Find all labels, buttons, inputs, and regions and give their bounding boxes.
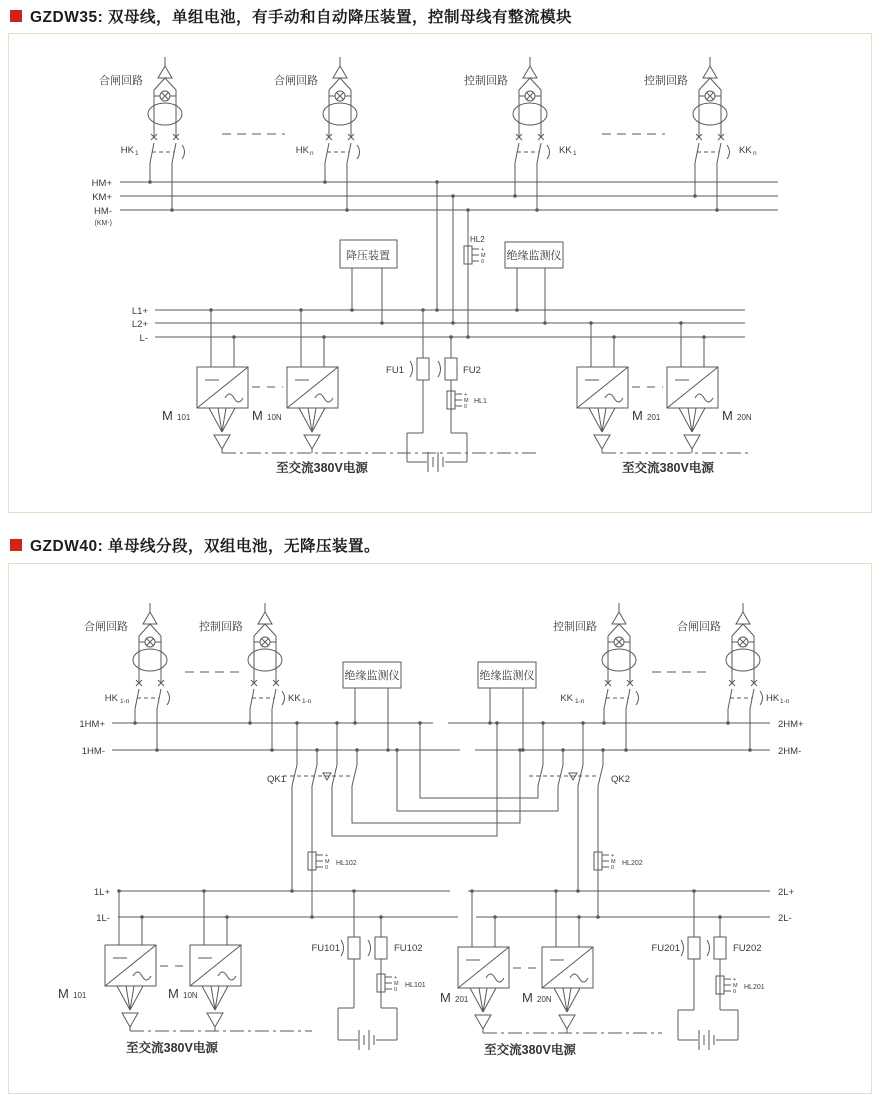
battery-branch-1 [311, 891, 425, 1050]
switch-label: KK [560, 693, 573, 704]
hl-terminal: M [325, 859, 330, 865]
fuse-label-fu102: FU102 [394, 943, 423, 954]
bus-label-2hm-minus: 2HM- [778, 746, 802, 757]
switch-label: KK [288, 693, 301, 704]
module-label: M [722, 408, 733, 423]
hl-terminal: + [464, 392, 468, 398]
fuse-label-fu2: FU2 [463, 365, 481, 376]
hl102-label: HL102 [336, 860, 357, 867]
stepdown-label: 降压装置 [346, 250, 390, 262]
rectifier-module-m201 [577, 323, 661, 453]
hl-terminal: M [481, 253, 486, 259]
section-header-gzdw40 [10, 534, 380, 556]
section-buses [79, 719, 804, 757]
bus-label-2hm-plus: 2HM+ [778, 719, 804, 730]
section-title: GZDW40: 单母线分段，双组电池，无降压装置。 [30, 538, 381, 555]
hl-terminal: 0 [464, 404, 468, 410]
hl201-label: HL201 [744, 984, 765, 991]
rectifier-module-m20n [522, 891, 593, 1033]
module-label: M [632, 408, 643, 423]
charging-buses [94, 887, 795, 924]
circuit-label: 合闸回路 [677, 621, 721, 633]
switch-sub: 1 [573, 150, 577, 157]
diagram-panel-gzdw35 [8, 33, 872, 513]
hl-terminal: M [464, 398, 469, 404]
switch-label: HK [104, 693, 118, 704]
module-label: M [162, 408, 173, 423]
switch-sub: 1-n [575, 698, 585, 705]
circuit-label: 控制回路 [464, 75, 508, 87]
switch-label: HK [120, 145, 134, 156]
bus-label-1hm-minus: 1HM- [81, 746, 105, 757]
module-label: M [440, 990, 451, 1005]
insulation-monitor-left [343, 662, 401, 750]
bus-label-2l-minus: 2L- [778, 913, 792, 924]
hl-terminal: M [394, 981, 399, 987]
circuit-label: 控制回路 [199, 621, 243, 633]
fuse-label-fu201: FU201 [651, 943, 680, 954]
qk2-label: QK2 [611, 774, 631, 785]
module-label: M [168, 986, 179, 1001]
hl-terminal: M [611, 859, 616, 865]
hl2-indicator [464, 235, 486, 265]
gzdw40-schematic [9, 564, 871, 1092]
insulation-label: 绝缘监测仪 [344, 670, 400, 682]
bus-label-l1-plus: L1+ [131, 306, 148, 317]
ac-source-label: 至交流380V电源 [484, 1043, 576, 1057]
module-label: M [58, 986, 69, 1001]
junction-dots [117, 721, 752, 919]
hl202-indicator [594, 852, 643, 871]
rectifier-module-m101 [162, 310, 248, 453]
module-sub: 101 [73, 991, 87, 1000]
bus-label-1l-minus: 1L- [96, 913, 110, 924]
module-sub: 20N [537, 995, 552, 1004]
feeder-control-1 [464, 57, 577, 210]
bus-label-km-minus-note: (KM-) [94, 220, 112, 227]
hl-terminal: + [394, 975, 398, 981]
qk1-label: QK1 [266, 774, 286, 785]
switch-sub: 1-n [302, 698, 312, 705]
bus-label-hm-minus: HM- [94, 206, 112, 217]
fuse-label-fu202: FU202 [733, 943, 762, 954]
red-square-bullet-icon [10, 10, 22, 22]
rectifier-module-m10n [168, 891, 241, 1031]
insulation-label: 绝缘监测仪 [506, 250, 562, 262]
hl-terminal: + [611, 853, 615, 859]
load-buses [132, 306, 745, 344]
hl-terminal: M [733, 983, 738, 989]
feeder-closing-n [274, 57, 360, 210]
hl-terminal: 0 [325, 865, 329, 871]
rectifier-module-m10n [252, 310, 338, 453]
circuit-label: 控制回路 [644, 75, 688, 87]
insulation-monitor-right [478, 662, 536, 750]
stepdown-device [340, 240, 397, 323]
ac-source-label: 至交流380V电源 [126, 1041, 218, 1055]
insulation-monitor [505, 242, 563, 323]
switch-label: KK [739, 145, 752, 156]
switch-sub: 1-n [120, 698, 130, 705]
fuse-label-fu1: FU1 [386, 365, 404, 376]
module-sub: 20N [737, 413, 752, 422]
hl-terminal: + [733, 977, 737, 983]
hl-terminal: 0 [611, 865, 615, 871]
red-square-bullet-icon [10, 539, 22, 551]
feeder-control-left [199, 603, 312, 750]
bus-label-1l-plus: 1L+ [93, 887, 110, 898]
module-sub: 10N [267, 413, 282, 422]
fuse-label-fu101: FU101 [311, 943, 340, 954]
hl-terminal: 0 [394, 987, 398, 993]
hl-terminal: + [481, 247, 485, 253]
diagram-panel-gzdw40 [8, 563, 872, 1094]
insulation-label: 绝缘监测仪 [479, 670, 535, 682]
hl-terminal: + [325, 853, 329, 859]
bus-label-1hm-plus: 1HM+ [79, 719, 105, 730]
switch-sub: n [753, 150, 757, 157]
gzdw35-schematic [9, 34, 871, 511]
bus-label-l-minus: L- [139, 333, 148, 344]
switch-sub: 1 [135, 150, 139, 157]
bus-label-l2-plus: L2+ [131, 319, 148, 330]
junction-dots [148, 180, 719, 339]
module-sub: 10N [183, 991, 198, 1000]
switch-sub: 1-n [780, 698, 790, 705]
hl2-label: HL2 [470, 235, 485, 244]
rectifier-module-m201 [440, 891, 509, 1033]
bus-label-hm-plus: HM+ [91, 178, 112, 189]
circuit-label: 合闸回路 [84, 621, 128, 633]
tie-switch-qk2 [397, 723, 630, 917]
ac-source-label: 至交流380V电源 [622, 461, 714, 475]
hl1-label: HL1 [474, 398, 487, 405]
hl202-label: HL202 [622, 860, 643, 867]
module-sub: 101 [177, 413, 191, 422]
tie-switch-qk1 [267, 723, 520, 917]
bus-droppers [437, 182, 468, 337]
feeder-control-right [553, 603, 639, 750]
feeder-closing-right [677, 603, 790, 750]
bus-label-2l-plus: 2L+ [778, 887, 795, 898]
circuit-label: 合闸回路 [274, 75, 318, 87]
hl102-indicator [308, 852, 357, 871]
switch-label: KK [559, 145, 572, 156]
rectifier-module-m20n [667, 323, 752, 453]
switch-label: HK [766, 693, 780, 704]
module-sub: 201 [455, 995, 469, 1004]
section-title: GZDW35: 双母线，单组电池，有手动和自动降压装置，控制母线有整流模块 [30, 9, 573, 26]
hl101-label: HL101 [405, 982, 426, 989]
switch-sub: n [310, 150, 314, 157]
bus-label-km-plus: KM+ [92, 192, 112, 203]
circuit-label: 控制回路 [553, 621, 597, 633]
ac-source-label: 至交流380V电源 [276, 461, 368, 475]
switch-label: HK [295, 145, 309, 156]
module-sub: 201 [647, 413, 661, 422]
section-header-gzdw35 [10, 5, 572, 27]
hl-terminal: 0 [481, 259, 485, 265]
rectifier-module-m101 [58, 891, 156, 1031]
module-label: M [252, 408, 263, 423]
control-buses [92, 178, 778, 227]
feeder-control-n [644, 57, 757, 210]
hl-terminal: 0 [733, 989, 737, 995]
battery-branch [386, 310, 487, 472]
module-label: M [522, 990, 533, 1005]
battery-branch-2 [651, 891, 764, 1050]
circuit-label: 合闸回路 [99, 75, 143, 87]
